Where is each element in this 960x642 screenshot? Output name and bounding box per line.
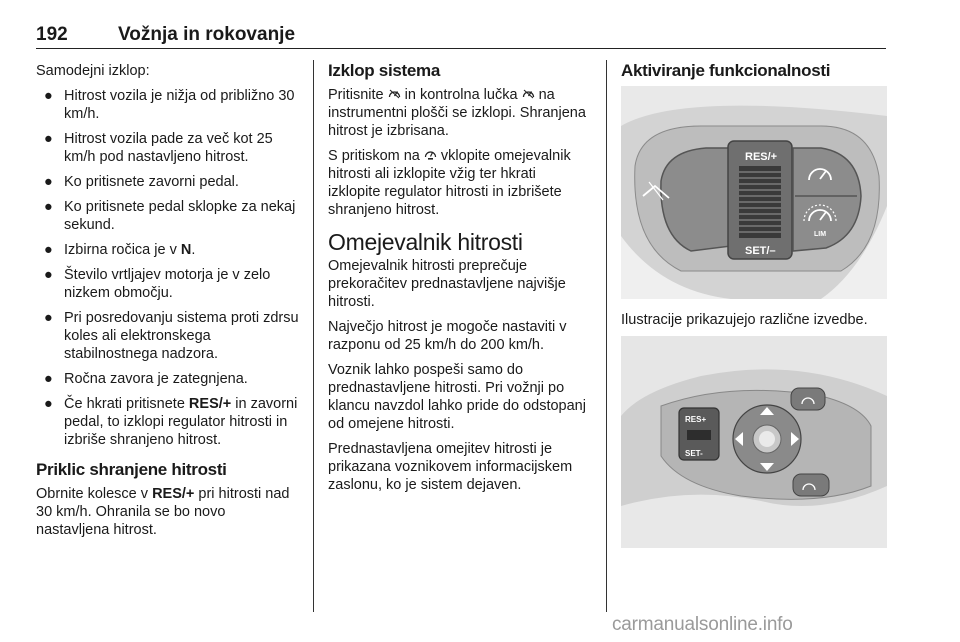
column-left	[36, 62, 300, 546]
column-divider	[313, 60, 314, 612]
watermark: carmanualsonline.info	[612, 614, 793, 635]
column-middle	[328, 62, 592, 501]
page-header	[36, 22, 886, 49]
resume-paragraph: Obrnite kolesce v RES/+ pri hitrosti nad 30 km/h. Ohranila se bo novo nastavljena hitrost.	[36, 486, 290, 538]
column-divider	[606, 60, 607, 612]
limiter-paragraph-3: Voznik lahko pospeši samo do prednastavljene hitrosti. Pri vožnji po klancu navzdol lahko pride do odstopanj od omejene hitrosti.	[328, 362, 586, 432]
auto-off-list	[36, 87, 300, 449]
set-label: SET/–	[745, 245, 776, 257]
list-item: ● Izbirna ročica je v N.	[44, 242, 196, 258]
limiter-paragraph-1: Omejevalnik hitrosti preprečuje prekoračitev prednastavljene najvišje hitrosti.	[328, 258, 566, 310]
system-off-paragraph-1: Pritisnite in kontrolna lučka na instrumentni plošči se izklopi. Shranjena hitrost je izbrisana.	[328, 87, 586, 139]
cruise-off-icon	[522, 87, 535, 102]
page-title: Vožnja in rokovanje	[118, 24, 296, 45]
cruise-off-icon	[388, 87, 401, 102]
auto-off-intro: Samodejni izklop:	[36, 63, 150, 79]
set-label: SET-	[685, 449, 703, 458]
heading-speed-limiter: Omejevalnik hitrosti	[328, 229, 523, 255]
list-item: ● Če hkrati pritisnete RES/+ in zavorni pedal, to izklopi regulator hitrosti in izbriše shranjeno hitrost.	[44, 396, 298, 448]
list-item: ● Ko pritisnete pedal sklopke za nekaj sekund.	[44, 199, 296, 233]
list-item: ● Ko pritisnete zavorni pedal.	[44, 174, 239, 190]
list-item: ● Ročna zavora je zategnjena.	[44, 371, 248, 387]
heading-resume-speed: Priklic shranjene hitrosti	[36, 460, 227, 479]
list-item: ● Hitrost vozila je nižja od približno 30 km/h.	[44, 88, 295, 122]
list-item: ● Hitrost vozila pade za več kot 25 km/h pod nastavljeno hitrost.	[44, 131, 273, 165]
illustration-caption: Ilustracije prikazujejo različne izvedbe.	[621, 312, 868, 328]
limiter-paragraph-2: Največjo hitrost je mogoče nastaviti v razponu od 25 km/h do 200 km/h.	[328, 319, 567, 353]
res-label: RES/+	[745, 151, 778, 163]
system-off-paragraph-2: S pritiskom na vklopite omejevalnik hitrosti ali izklopite vžig ter hkrati izklopite regulator hitrosti in izbrišete shranjeno hitrost.	[328, 148, 571, 218]
res-label: RES+	[685, 415, 707, 424]
steering-wheel-controls-illustration-1	[621, 86, 887, 299]
limiter-paragraph-4: Prednastavljena omejitev hitrosti je prikazana voznikovem informacijskem zaslonu, ko je sistem dejaven.	[328, 441, 573, 493]
list-item: ● Število vrtljajev motorja je v zelo nizkem območju.	[44, 267, 271, 301]
lim-label: LIM	[814, 231, 827, 238]
heading-system-off: Izklop sistema	[328, 61, 441, 80]
page-number: 192	[36, 24, 68, 45]
steering-wheel-controls-illustration-2	[621, 336, 887, 548]
list-item: ● Pri posredovanju sistema proti zdrsu koles ali elektronskega stabilnostnega nadzora.	[44, 310, 299, 362]
column-right	[621, 62, 887, 548]
speed-limiter-icon	[424, 148, 437, 163]
heading-activation: Aktiviranje funkcionalnosti	[621, 61, 831, 80]
